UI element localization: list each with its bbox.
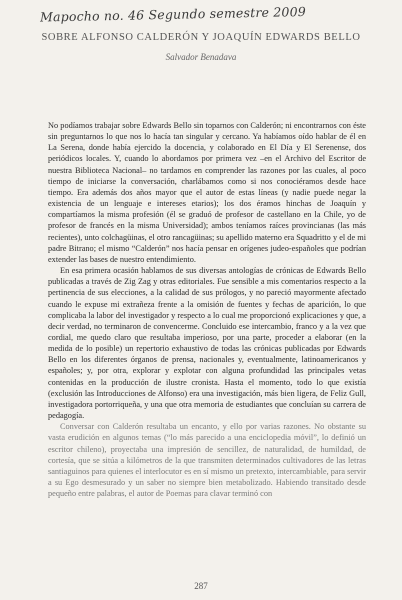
handwritten-annotation: Mapocho no. 46 Segundo semestre 2009 (39, 3, 307, 25)
article-title: SOBRE ALFONSO CALDERÓN Y JOAQUÍN EDWARDS BELLO (41, 32, 361, 43)
paragraph-3: Conversar con Calderón resultaba un encanto, y ello por varias razones. No obstante su vasta erudición en algunos temas (“lo más parecido a una enciclopedia móvil”, lo definió un escritor chileno), proyectaba una impresión de sencillez, de naturalidad, de humildad, de cortesía, que se sitúa a kilómetros de la que transmiten determinados cultivadores de las letras santiaguinos para quienes el interlocutor es en sí mismo un pretexto, intercambiable, para servir a su Ego desmesurado y un saber no siempre bien metabolizado. Habiendo transitado desde pequeño entre palabras, el autor de Poemas para clavar terminó con (48, 422, 366, 499)
article-author: Salvador Benadava (165, 52, 237, 62)
paragraph-2: En esa primera ocasión hablamos de sus diversas antologías de crónicas de Edwards Bello publicadas a través de Zig Zag y otras editoriales. Fue sensible a mis comentarios respecto a la pertinencia de sus elecciones, a la calidad de sus prólogos, y no pareció mayormente afectado cuando le expuse mi extrañeza frente a la omisión de fuentes y fechas de aparición, lo que complicaba la labor del investigador y respecto a lo cual me proporcionó explicaciones y que, a decir verdad, no terminaron de convencerme. Concluido ese intercambio, franco y a la vez que cordial, me quedo claro que resultaba imperioso, por una parte, proceder a elaborar (en la medida de lo posible) un repertorio exhaustivo de todas las crónicas publicadas por Edwards Bello en los diferentes órganos de prensa, nacionales y, eventualmente, latinoamericanos y españoles; y, por otra, explorar y explotar con alguna profundidad las principales vetas contenidas en la producción de ilustre cronista. Hasta el momento, todo lo que existía (exclusión las Introducciones de Alfonso) era una investigación, más bien ligera, de Feliz Gull, investigadora portorriqueña, y una que otra memoria de estudiantes que concluían su carrera de pedagogía. (48, 266, 366, 421)
article-body (48, 120, 366, 499)
page-number: 287 (194, 581, 208, 591)
paragraph-1: No podíamos trabajar sobre Edwards Bello sin toparnos con Calderón; ni encontrarnos con éste sin preguntarnos lo que nos lo hacía tan singular y cercano. Ya habíamos oído hablar de él en La Serena, donde había ejercido la docencia, y colaborado en El Día y El Serenense, dos periódicos locales. Y, cuando lo abordamos por primera vez –en el Archivo del Escritor de nuestra Biblioteca Nacional– no tardamos en comprender las razones por las cuales, al poco tiempo de iniciarse la conversación, charlábamos como si nos conociéramos desde hace tiempo. Era además dos años mayor que el autor de estas líneas (y nadie puede negar la existencia de un lenguaje e intereses etarios); los dos éramos hinchas de Joaquín y compartíamos la misma profesión (él se graduó de profesor de castellano en la Chile, yo de profesor de francés en la misma Universidad); ambos teníamos raíces provincianas (las más recientes), unto colchagüinas, el otro rancagüinas; su apellido materno era Squadritto y el de mi padre Bitrano; el mismo “Calderón” nos hacía pensar en orígenes judeo-españoles que podrían extender las bases de nuestro entendimiento. (48, 121, 366, 264)
